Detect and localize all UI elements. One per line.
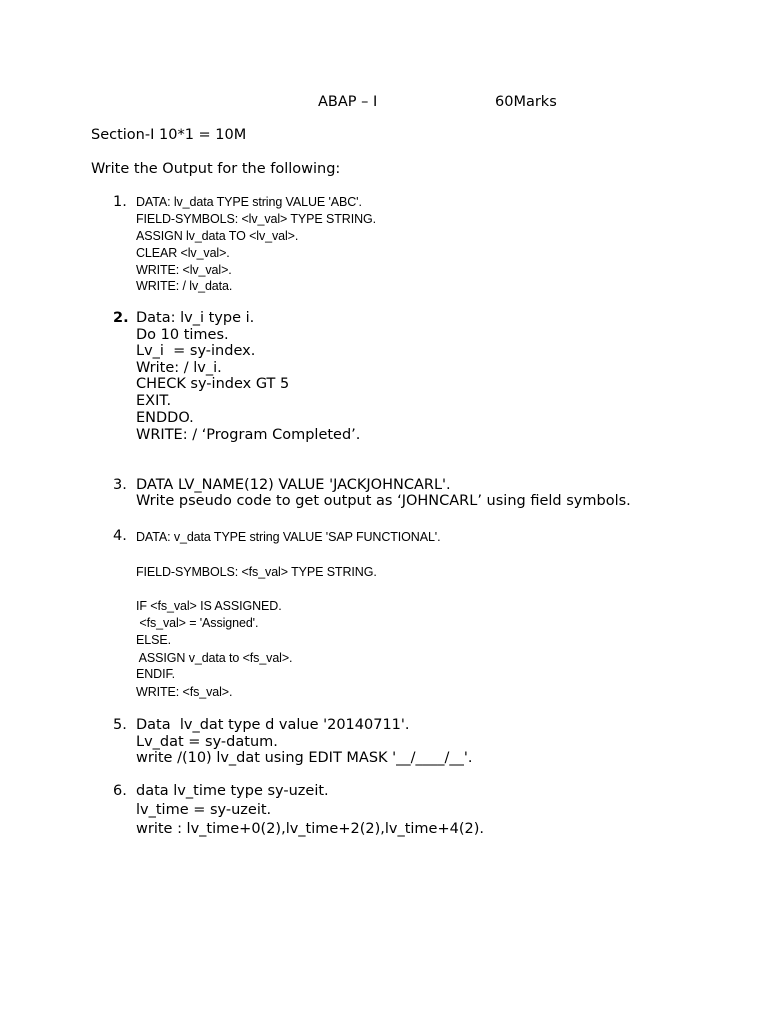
code-line: write /(10) lv_dat using EDIT MASK '__/____/__'. bbox=[136, 750, 473, 766]
question-number: 1. bbox=[113, 194, 127, 210]
code-line: data lv_time type sy-uzeit. bbox=[136, 783, 329, 799]
exam-marks: 60Marks bbox=[495, 94, 557, 110]
code-line: EXIT. bbox=[136, 393, 172, 409]
code-line: lv_time = sy-uzeit. bbox=[136, 802, 272, 818]
code-line: FIELD-SYMBOLS: <lv_val> TYPE STRING. bbox=[136, 212, 376, 226]
section-heading: Section-I 10*1 = 10M bbox=[91, 127, 247, 143]
question-number: 5. bbox=[113, 717, 127, 733]
code-line: Do 10 times. bbox=[136, 327, 229, 343]
question-number: 4. bbox=[113, 528, 127, 544]
code-line: WRITE: <lv_val>. bbox=[136, 263, 232, 277]
code-line: write : lv_time+0(2),lv_time+2(2),lv_time+4(2). bbox=[136, 821, 484, 837]
code-line: FIELD-SYMBOLS: <fs_val> TYPE STRING. bbox=[136, 565, 377, 579]
question-text: Write pseudo code to get output as ‘JOHNCARL’ using field symbols. bbox=[136, 493, 631, 509]
code-line: Lv_dat = sy-datum. bbox=[136, 734, 278, 750]
code-line: Write: / lv_i. bbox=[136, 360, 222, 376]
code-line: DATA LV_NAME(12) VALUE 'JACKJOHNCARL'. bbox=[136, 477, 451, 493]
code-line: <fs_val> = 'Assigned'. bbox=[136, 616, 259, 630]
code-line: ELSE. bbox=[136, 633, 171, 647]
code-line: IF <fs_val> IS ASSIGNED. bbox=[136, 599, 282, 613]
code-line: DATA: v_data TYPE string VALUE 'SAP FUNCTIONAL'. bbox=[136, 530, 441, 544]
exam-title: ABAP – I bbox=[318, 94, 378, 110]
code-line: Data lv_dat type d value '20140711'. bbox=[136, 717, 410, 733]
code-line: ASSIGN lv_data TO <lv_val>. bbox=[136, 229, 299, 243]
code-line: ENDDO. bbox=[136, 410, 194, 426]
code-line: ENDIF. bbox=[136, 667, 175, 681]
question-number: 3. bbox=[113, 477, 127, 493]
code-line: WRITE: <fs_val>. bbox=[136, 685, 233, 699]
code-line: DATA: lv_data TYPE string VALUE 'ABC'. bbox=[136, 195, 362, 209]
question-number: 2. bbox=[113, 310, 129, 326]
code-line: Data: lv_i type i. bbox=[136, 310, 255, 326]
code-line: WRITE: / lv_data. bbox=[136, 279, 233, 293]
code-line: ASSIGN v_data to <fs_val>. bbox=[136, 651, 293, 665]
code-line: CHECK sy-index GT 5 bbox=[136, 376, 290, 392]
code-line: WRITE: / ‘Program Completed’. bbox=[136, 427, 361, 443]
instruction-text: Write the Output for the following: bbox=[91, 161, 341, 177]
question-number: 6. bbox=[113, 783, 127, 799]
code-line: Lv_i = sy-index. bbox=[136, 343, 256, 359]
code-line: CLEAR <lv_val>. bbox=[136, 246, 230, 260]
